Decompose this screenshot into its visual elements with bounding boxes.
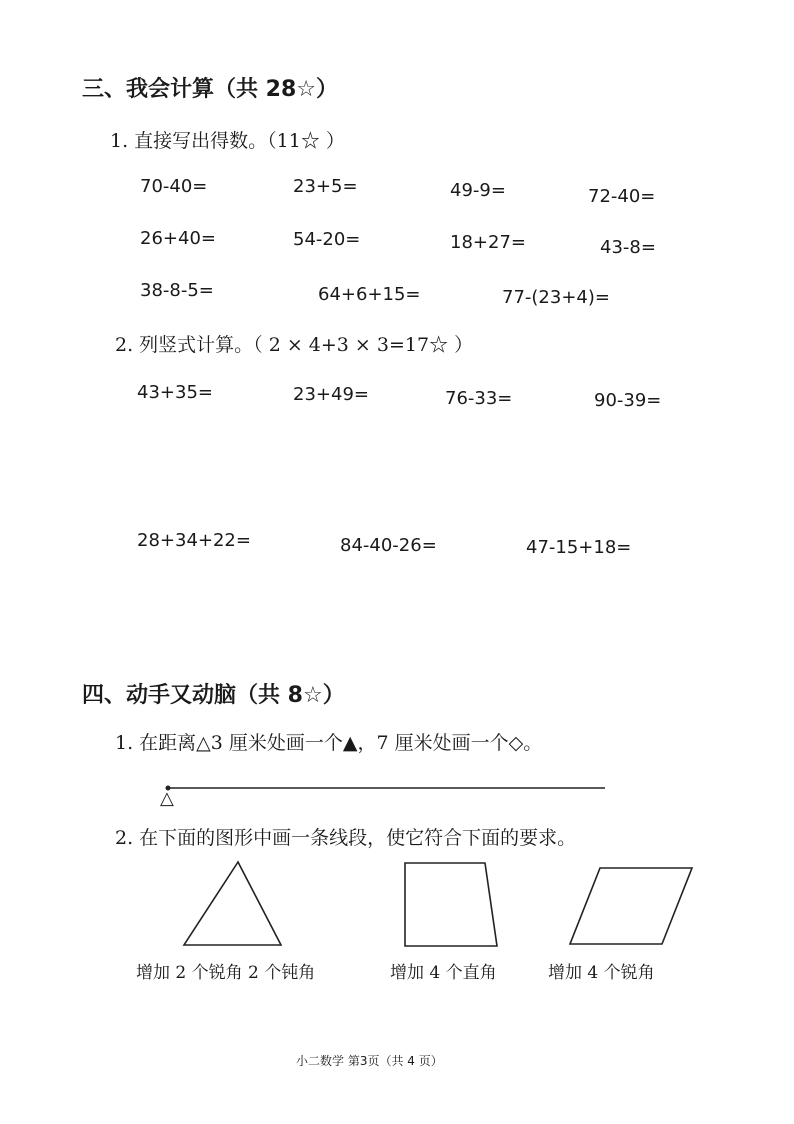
problem: 70-40=	[140, 176, 208, 197]
shape-label-triangle: 增加 2 个锐角 2 个钝角	[136, 963, 316, 983]
problem: 38-8-5=	[140, 280, 214, 301]
problem: 72-40=	[588, 186, 656, 207]
parallelogram-shape[interactable]	[570, 868, 692, 944]
shapes	[0, 858, 794, 958]
trapezoid-shape[interactable]	[405, 863, 497, 946]
problem: 23+5=	[293, 176, 358, 197]
s4-q2-title: 2. 在下面的图形中画一条线段，使它符合下面的要求。	[115, 827, 577, 849]
problem: 49-9=	[450, 180, 506, 201]
problem: 90-39=	[594, 390, 662, 411]
problem: 23+49=	[293, 384, 369, 405]
section-4-title: 四、动手又动脑（共 8☆）	[82, 683, 345, 708]
problem: 77-(23+4)=	[502, 287, 610, 308]
problem: 43+35=	[137, 382, 213, 403]
problem: 28+34+22=	[137, 530, 251, 551]
problem: 64+6+15=	[318, 284, 421, 305]
problem: 84-40-26=	[340, 535, 437, 556]
problem: 47-15+18=	[526, 537, 632, 558]
q1-title: 1. 直接写出得数。（11☆ ）	[110, 130, 345, 152]
problem: 26+40=	[140, 228, 216, 249]
q2-title: 2. 列竖式计算。（ 2 × 4+3 × 3=17☆ ）	[115, 334, 474, 356]
triangle-shape[interactable]	[184, 862, 281, 945]
problem: 43-8=	[600, 237, 656, 258]
page-footer: 小二数学 第3页（共 4 页）	[296, 1054, 443, 1068]
problem: 18+27=	[450, 232, 526, 253]
s4-q1-title: 1. 在距离△3 厘米处画一个▲，7 厘米处画一个◇。	[115, 732, 543, 754]
shape-label-parallelogram: 增加 4 个锐角	[548, 963, 655, 983]
shape-label-trapezoid: 增加 4 个直角	[390, 963, 497, 983]
triangle-marker-icon: △	[160, 788, 174, 809]
problem: 54-20=	[293, 229, 361, 250]
problem: 76-33=	[445, 388, 513, 409]
section-3-title: 三、我会计算（共 28☆）	[82, 77, 338, 102]
